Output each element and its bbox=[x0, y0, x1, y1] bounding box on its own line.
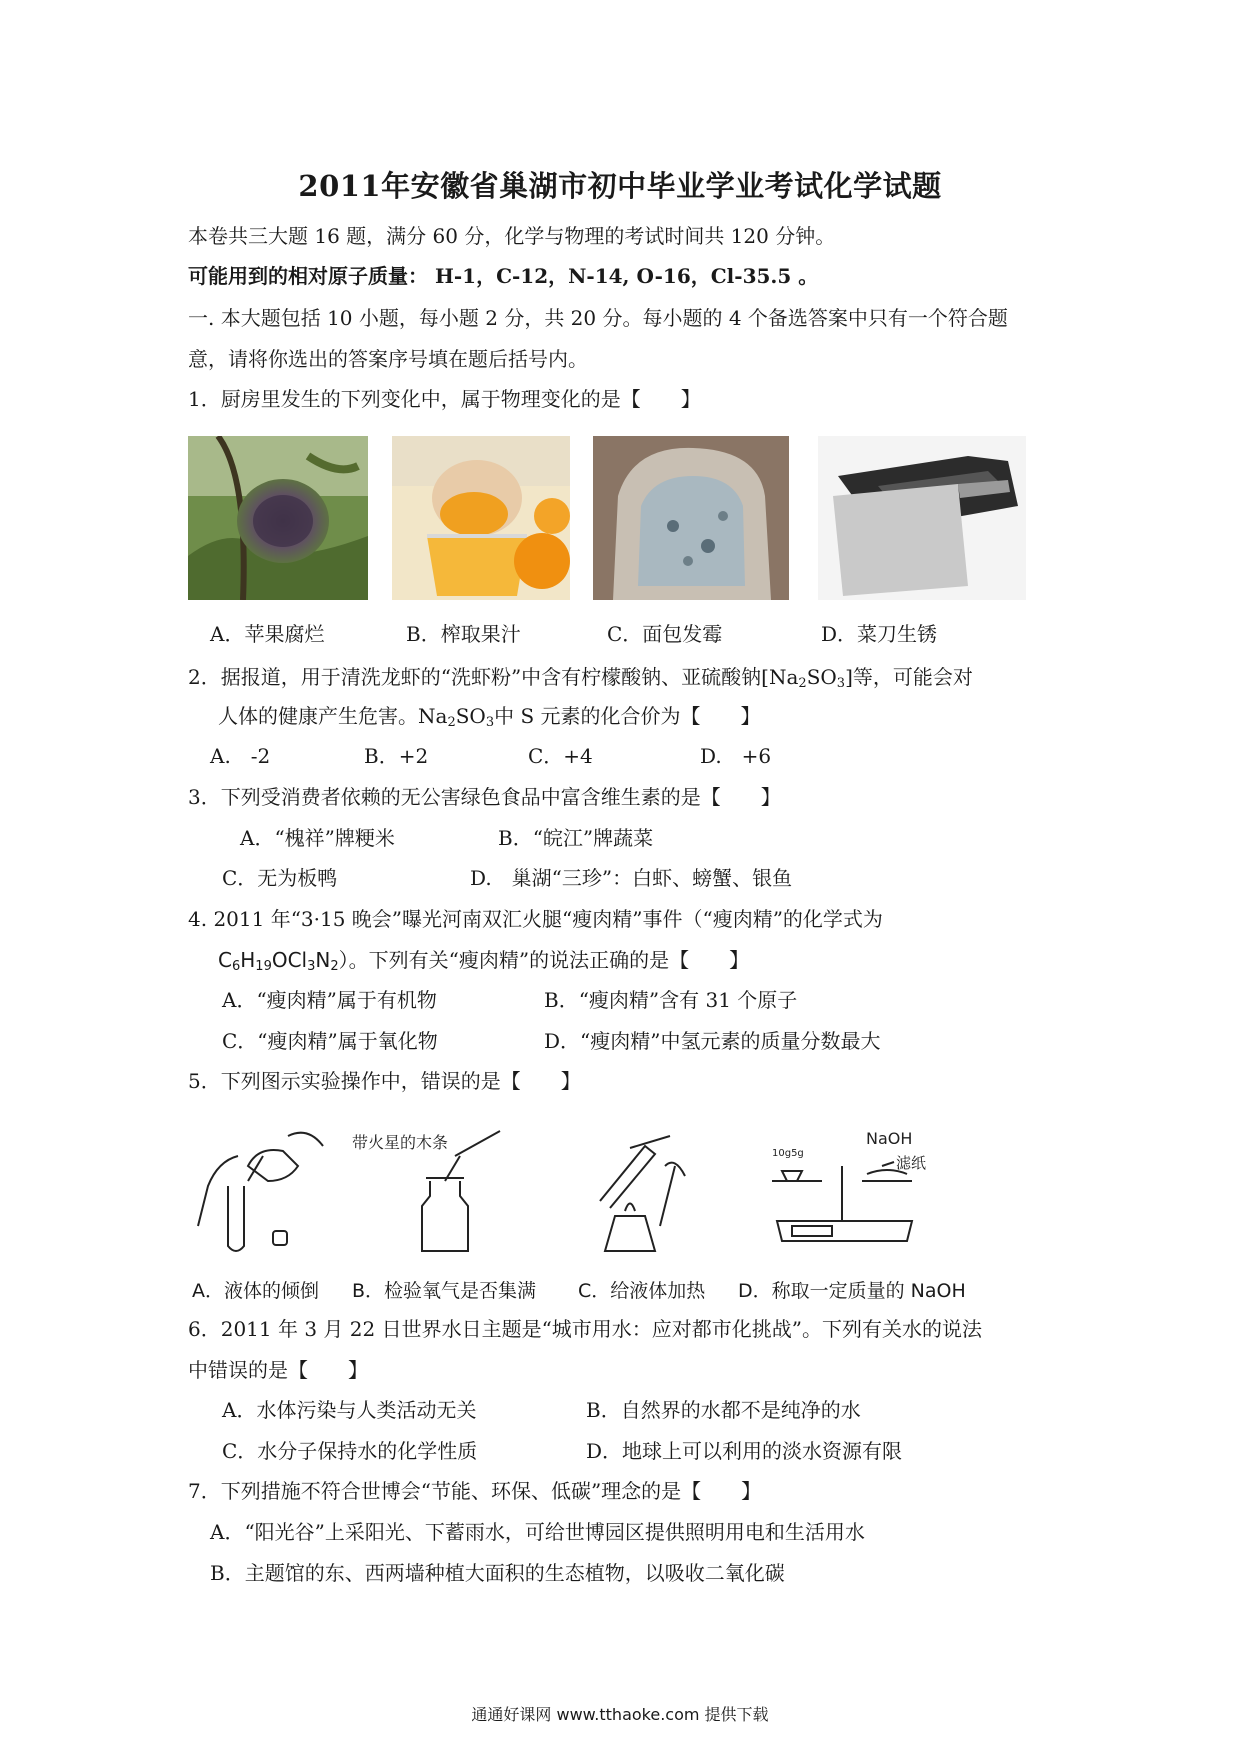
q2-stem-2: 人体的健康产生危害。$Na_2SO_3$中 S 元素的化合价为【 】 bbox=[218, 704, 761, 730]
q1-option-d: D．菜刀生锈 bbox=[821, 622, 938, 646]
q7-stem: 7．下列措施不符合世博会“节能、环保、低碳”理念的是【 】 bbox=[188, 1479, 762, 1503]
label-weights: 10g5g bbox=[772, 1148, 804, 1159]
q2-option-c: C．+4 bbox=[528, 744, 593, 768]
q3-option-d: D. 巢湖“三珍”：白虾、螃蟹、银鱼 bbox=[470, 866, 793, 890]
q1-option-c: C．面包发霉 bbox=[607, 622, 723, 646]
q2-option-d: D. +6 bbox=[700, 744, 772, 768]
q6-option-c: C．水分子保持水的化学性质 bbox=[222, 1439, 478, 1463]
q5-caption-a: A．液体的倾倒 bbox=[192, 1280, 319, 1302]
page-title: 2011年安徽省巢湖市初中毕业学业考试化学试题 bbox=[298, 169, 942, 203]
diagram-pouring-liquid bbox=[188, 1126, 338, 1286]
q6-option-d: D．地球上可以利用的淡水资源有限 bbox=[586, 1439, 903, 1463]
q7-option-b: B．主题馆的东、西两墙种植大面积的生态植物，以吸收二氧化碳 bbox=[210, 1561, 785, 1585]
q4-stem-1: 4. 2011 年“3·15 晚会”曝光河南双汇火腿“瘦肉精”事件（“瘦肉精”的化学式为 bbox=[188, 907, 883, 931]
q4-option-b: B．“瘦肉精”含有 31 个原子 bbox=[544, 988, 798, 1012]
q4-option-c: C．“瘦肉精”属于氧化物 bbox=[222, 1029, 438, 1053]
q1-stem: 1．厨房里发生的下列变化中，属于物理变化的是【 】 bbox=[188, 387, 701, 411]
q4-stem-2: $C_6H_{19}OCl_3N_2$）。下列有关“瘦肉精”的说法正确的是【 】 bbox=[218, 948, 750, 974]
diagram-heating-liquid bbox=[575, 1126, 715, 1286]
q4-option-d: D．“瘦肉精”中氢元素的质量分数最大 bbox=[544, 1029, 881, 1053]
q5-caption-b: B．检验氧气是否集满 bbox=[352, 1280, 537, 1302]
q3-option-b: B．“皖江”牌蔬菜 bbox=[498, 826, 654, 850]
q6-stem-1: 6．2011 年 3 月 22 日世界水日主题是“城市用水：应对都市化挑战”。下列有关水的说法 bbox=[188, 1317, 983, 1341]
juicing-photo bbox=[392, 436, 570, 600]
q3-option-c: C．无为板鸭 bbox=[222, 866, 338, 890]
q2-option-b: B．+2 bbox=[364, 744, 429, 768]
label-glowing-splint: 带火星的木条 bbox=[352, 1133, 449, 1152]
q2-option-a: A. -2 bbox=[210, 744, 271, 768]
q1-option-b: B．榨取果汁 bbox=[406, 622, 521, 646]
q1-option-a: A．苹果腐烂 bbox=[210, 622, 325, 646]
q6-stem-2: 中错误的是【 】 bbox=[188, 1358, 368, 1382]
intro-line: 本卷共三大题 16 题，满分 60 分，化学与物理的考试时间共 120 分钟。 bbox=[188, 224, 836, 248]
q7-option-a: A．“阳光谷”上采阳光、下蓄雨水，可给世博园区提供照明用电和生活用水 bbox=[210, 1520, 865, 1544]
footer-source: 通通好课网 www.tthaoke.com 提供下载 bbox=[471, 1705, 769, 1724]
q5-caption-c: C．给液体加热 bbox=[578, 1280, 706, 1302]
q3-stem: 3．下列受消费者依赖的无公害绿色食品中富含维生素的是【 】 bbox=[188, 785, 781, 809]
section-instructions-2: 意，请将你选出的答案序号填在题后括号内。 bbox=[188, 347, 588, 371]
label-naoh: NaOH bbox=[866, 1129, 913, 1148]
q2-stem-1: 2．据报道，用于清洗龙虾的“洗虾粉”中含有柠檬酸钠、亚硫酸钠$[Na_2SO_3]$等，可能会对 bbox=[188, 665, 973, 691]
section-instructions-1: 一. 本大题包括 10 小题，每小题 2 分，共 20 分。每小题的 4 个备选答案中只有一个符合题 bbox=[188, 306, 1008, 330]
q6-option-a: A．水体污染与人类活动无关 bbox=[222, 1398, 477, 1422]
q6-option-b: B．自然界的水都不是纯净的水 bbox=[586, 1398, 861, 1422]
label-filter-paper: 滤纸 bbox=[896, 1154, 927, 1172]
q3-option-a: A．“槐祥”牌粳米 bbox=[240, 826, 395, 850]
q5-caption-d: D．称取一定质量的 NaOH bbox=[738, 1280, 966, 1302]
rotten-apple-photo bbox=[188, 436, 368, 600]
kitchen-knife-photo bbox=[818, 436, 1026, 600]
atomic-masses: 可能用到的相对原子质量： H-1，C-12，N-14, O-16，Cl-35.5 。 bbox=[188, 264, 819, 288]
q4-option-a: A．“瘦肉精”属于有机物 bbox=[222, 988, 437, 1012]
diagram-weighing-naoh bbox=[762, 1126, 962, 1286]
diagram-test-oxygen bbox=[340, 1126, 530, 1286]
q5-stem: 5．下列图示实验操作中，错误的是【 】 bbox=[188, 1069, 581, 1093]
moldy-bread-photo bbox=[593, 436, 789, 600]
